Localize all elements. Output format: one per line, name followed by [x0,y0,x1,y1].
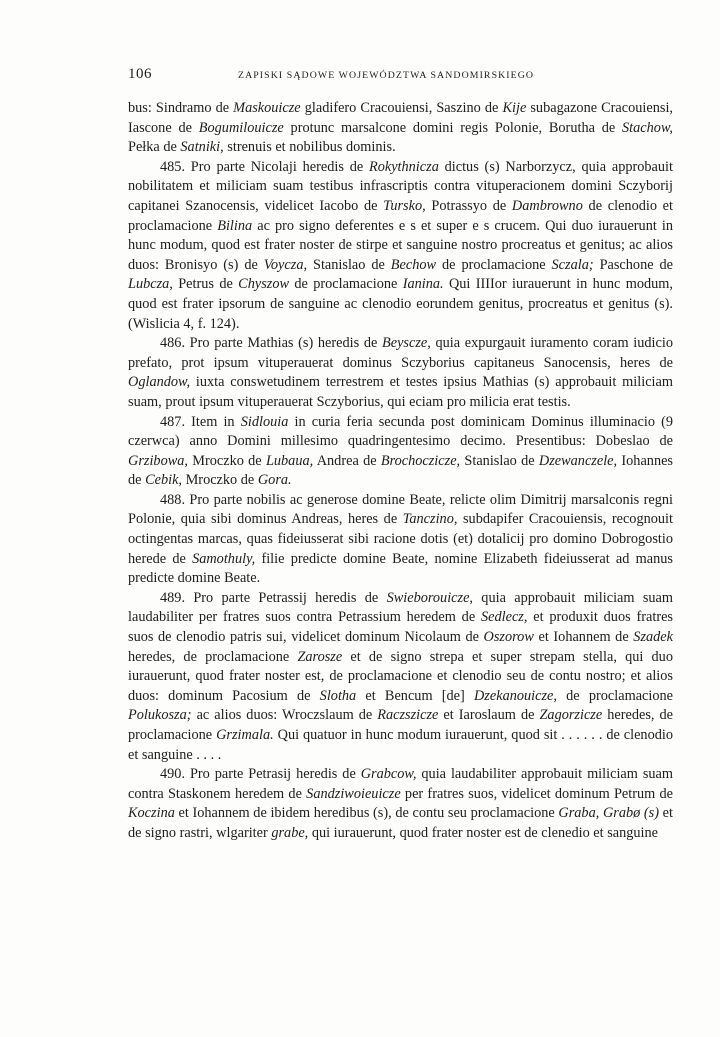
place-name: Slotha [319,687,357,704]
text-run: Qui IIIIor iurauerunt in hunc modum, quod est frater ipsorum de sanguine ac clenodio eorundem genitus, procreatus et genitus (s). (Wislicia 4, f. 124). [128,276,673,332]
text-run: dictus (s) Narborzycz, quia approbauit nobilitatem et miliciam suam testibus infrascriptis contra vituperacionem domini Sczyborij capitanei Szanocensis, videlicet Iacobo de [128,158,673,214]
place-name: grabe, [271,824,309,841]
text-run: quia expurgauit iuramento coram iudicio prefato, prot ipsum vituperauerat dominus Sczyborius capitaneus Sanocensis, heres de [128,335,673,371]
text-run: Qui quatuor in hunc modum iurauerunt, quod sit . . . . . . de clenodio et sanguine . . . . [128,727,673,763]
place-name: Voycza, [263,256,308,273]
entry-490 [128,765,673,843]
text-run: et de signo strepa et super strepam stella, qui duo iurauerunt, quod frater noster est, de proclamacione et clenodio seu de contu nostro; et alios duos: dominum Pacosium de [128,648,673,704]
entry-487 [128,413,673,491]
text-run: de proclamacione [436,256,552,273]
entry-488 [128,491,673,589]
text-run: Stanislao de [460,452,539,469]
paragraph-continuation [128,99,673,158]
place-name: Raczszicze [377,707,439,724]
place-name: Stachow, [622,119,673,136]
place-name: Grzibowa, [128,452,188,469]
place-name: Szadek [633,629,673,646]
place-name: Dambrowno [511,197,583,214]
text-run: subdapifer Cracouiensis, recognouit octingentas marcas, quas fideiusserat sibi racione dotis (et) dotalicij pro domino Dobrogostio herede de [128,511,673,567]
text-run: Mroczko de [187,452,266,469]
text-run: Petrus de [172,276,239,293]
text-run: Stanislao de [307,256,391,273]
place-name: Gora. [257,472,292,489]
running-title: ZAPISKI SĄDOWE WOJEWÓDZTWA SANDOMIRSKIEGO [238,70,535,81]
place-name: Maskouicze [233,100,301,116]
entry-489 [128,589,673,765]
place-name: Polukosza; [128,707,192,724]
text-run: filie predicte domine Beate, nomine Elizabeth fideiusserat ad manus predicte domine Beate. [128,550,673,587]
place-name: Dzewanczele, [538,452,618,469]
entry-486 [128,334,673,412]
text-run: et Iohannem de [533,629,634,646]
text-run: et de signo rastri, wlgariter [128,805,673,841]
place-name: Sedlecz, [481,609,528,626]
place-name: Beyscze, [381,335,431,352]
place-name: Bogumilouicze [198,119,284,136]
place-name: Oszorow [483,629,534,646]
text-run: quia approbauit miliciam suam laudabiliter per fratres suos contra Petrassium heredem de [128,589,673,626]
place-name: Rokythnicza [368,158,439,175]
place-name: Satniki, [180,139,224,156]
page-header [128,66,673,86]
place-name: Swieborouicze, [386,589,473,606]
text-run: et Bencum [de] [356,687,474,704]
text-run: et produxit duos fratres suos de clenodio patris sui, videlicet dominum Nicolaum de [128,609,673,646]
text-run: 489. Pro parte Petrassij heredis de [160,589,387,606]
place-name: Sczala; [551,256,594,273]
text-run: et Iohannem de ibidem heredibus (s), de contu seu proclamacione [174,805,559,822]
place-name: Chyszow [238,276,290,293]
place-name: Sidlouia [240,413,289,430]
text-run: 485. Pro parte Nicolaji heredis de [160,158,369,175]
text-run: Andrea de [313,452,381,469]
text-run: Pełka de [128,139,181,156]
text-run: Iohannes de [128,452,673,489]
place-name: Bechow [390,256,437,273]
text-run: gladifero Cracouiensi, Saszino de [300,100,503,116]
text-run: heredes, de proclamacione [128,648,298,665]
place-name: Tursko, [383,197,426,214]
place-name: Sandziwoieuicze [306,785,401,802]
text-run: quia laudabiliter approbauit miliciam suam contra Staskonem heredem de [128,766,674,802]
place-name: Lubaua, [265,452,314,469]
text-run: in curia feria secunda post dominicam Dominus illuminacio (9 czerwca) anno Domini millesimo quadringentesimo decimo. Presentibus: Dobeslao de [128,413,673,450]
text-run: Potrassyo de [425,197,512,214]
text-run: ac alios duos: Wroczslaum de [191,707,378,724]
text-run: iuxta conswetudinem terrestrem et testes ipsius Mathias (s) approbauit miliciam suam, prout ipsum vituperauerat Sczyborius, qui eciam pro milicia erat testis. [128,374,673,410]
text-run: de proclamacione [289,276,403,293]
text-run: 486. Pro parte Mathias (s) heredis de [160,335,382,352]
body-text [128,99,673,844]
text-run: 490. Pro parte Petrasij heredis de [160,766,361,783]
place-name: Cebik, [145,472,183,489]
place-name: Dzekanouicze, [473,687,557,704]
place-name: Oglandow, [128,374,191,391]
entry-485 [128,158,673,334]
text-run: qui iurauerunt, quod frater noster est de clenedio et sanguine [308,824,659,841]
text-run: ac pro signo deferentes e s et super e s crucem. Qui duo iurauerunt in hunc modum, quod est frater noster de stirpe et sanguine nostro procreatus et genitus; ac alios duos: Bronisyo (s) de [128,217,673,273]
text-run: 488. Pro parte nobilis ac generose domine Beate, relicte olim Dimitrij marsalconis regni Polonie, quia sibi dominus Andreas, heres de [128,491,673,528]
place-name: Brochoczicze, [380,452,461,469]
place-name: Grzimala. [216,727,274,743]
text-run: de clenodio et proclamacione [128,197,673,234]
page-number: 106 [128,66,152,82]
place-name: Ianina. [402,276,444,293]
place-name: Kije [502,100,527,116]
place-name: Graba, Grabø (s) [558,805,660,822]
place-name: Koczina [128,805,175,822]
text-run: protunc marsalcone domini regis Polonie, Borutha de [283,119,623,136]
text-run: bus: Sindramo de [128,100,234,116]
text-run: subagazone Cracouiensi, Iascone de [128,100,673,136]
text-run: 487. Item in [160,413,241,430]
place-name: Lubcza, [128,276,173,293]
text-run: heredes, de proclamacione [128,707,673,743]
place-name: Bilina [217,217,253,234]
place-name: Zagorzicze [539,707,603,724]
place-name: Samothuly, [192,550,256,567]
place-name: Tanczino, [402,511,458,528]
text-run: et Iaroslaum de [438,707,540,724]
place-name: Zarosze [297,648,343,665]
text-run: per fratres suos, videlicet dominum Petrum de [400,785,673,802]
place-name: Grabcow, [360,766,417,783]
text-run: de proclamacione [556,687,673,704]
text-run: Paschone de [593,256,673,273]
text-run: Mroczko de [182,472,258,489]
text-run: strenuis et nobilibus dominis. [223,139,396,156]
